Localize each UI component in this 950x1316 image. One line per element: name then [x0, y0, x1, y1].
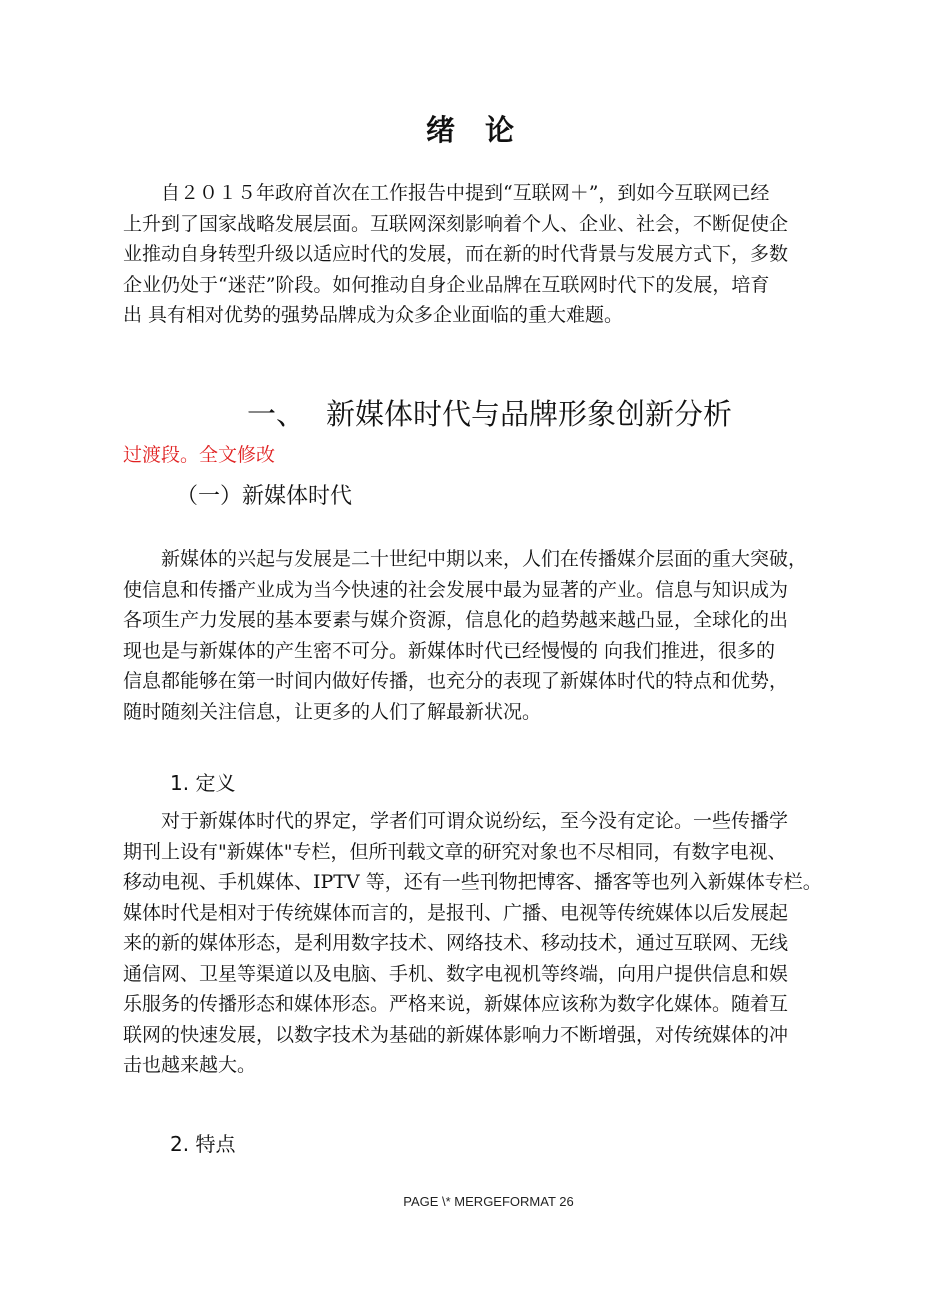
- intro-line: 企业仍处于“迷茫”阶段。如何推动自身企业品牌在互联网时代下的发展，培育: [123, 273, 770, 296]
- section-title: 新媒体时代与品牌形象创新分析: [326, 397, 733, 431]
- paragraph-line: 新媒体的兴起与发展是二十世纪中期以来，人们在传播媒介层面的重大突破，: [123, 548, 808, 570]
- paragraph-line: 期刊上设有"新媒体"专栏，但所刊载文章的研究对象也不尽相同，有数字电视、: [123, 840, 787, 863]
- paragraph-line: 信息都能够在第一时间内做好传播，也充分的表现了新媒体时代的特点和优势，: [123, 670, 789, 692]
- paragraph-line: 现也是与新媒体的产生密不可分。新媒体时代已经慢慢的 向我们推进，很多的: [123, 639, 776, 662]
- intro-line: 业推动自身转型升级以适应时代的发展，而在新的时代背景与发展方式下，多数: [123, 243, 789, 265]
- paragraph-line: 联网的快速发展，以数字技术为基础的新媒体影响力不断增强，对传统媒体的冲: [123, 1023, 789, 1046]
- section-number: 一、: [247, 397, 306, 431]
- definition-paragraph: [123, 806, 853, 1081]
- paragraph-line: 媒体时代是相对于传统媒体而言的，是报刊、广播、电视等传统媒体以后发展起: [123, 901, 789, 924]
- new-media-paragraph: [123, 544, 853, 727]
- paragraph-line: 各项生产力发展的基本要素与媒介资源，信息化的趋势越来越凸显，全球化的出: [123, 609, 789, 631]
- intro-line: 上升到了国家战略发展层面。互联网深刻影响着个人、企业、社会，不断促使企: [123, 212, 789, 235]
- revision-note: 过渡段。全文修改: [123, 444, 276, 466]
- subsection-heading: （一）新媒体时代: [176, 484, 353, 509]
- paragraph-line: 对于新媒体时代的界定，学者们可谓众说纷纭，至今没有定论。一些传播学: [123, 810, 789, 832]
- features-heading: 2. 特点: [170, 1132, 236, 1156]
- section-heading: [247, 392, 732, 433]
- intro-paragraph: [123, 178, 853, 331]
- intro-line: 自２０１５年政府首次在工作报告中提到“互联网＋”，到如今互联网已经: [123, 182, 770, 204]
- definition-heading: 1. 定义: [170, 771, 236, 795]
- paragraph-line: 通信网、卫星等渠道以及电脑、手机、数字电视机等终端，向用户提供信息和娱: [123, 962, 789, 985]
- paragraph-line: 使信息和传播产业成为当今快速的社会发展中最为显著的产业。信息与知识成为: [123, 578, 789, 601]
- paragraph-line: 移动电视、手机媒体、IPTV 等，还有一些刊物把博客、播客等也列入新媒体专栏。: [123, 871, 822, 893]
- paragraph-line: 击也越来越大。: [123, 1054, 257, 1076]
- paragraph-line: 乐服务的传播形态和媒体形态。严格来说，新媒体应该称为数字化媒体。随着互: [123, 993, 789, 1015]
- paragraph-line: 来的新的媒体形态，是利用数字技术、网络技术、移动技术，通过互联网、无线: [123, 932, 789, 954]
- page-title: 绪 论: [425, 113, 525, 147]
- intro-line: 出 具有相对优势的强势品牌成为众多企业面临的重大难题。: [123, 304, 624, 326]
- page-footer: PAGE \* MERGEFORMAT 26: [403, 1194, 574, 1209]
- paragraph-line: 随时随刻关注信息，让更多的人们了解最新状况。: [123, 700, 542, 723]
